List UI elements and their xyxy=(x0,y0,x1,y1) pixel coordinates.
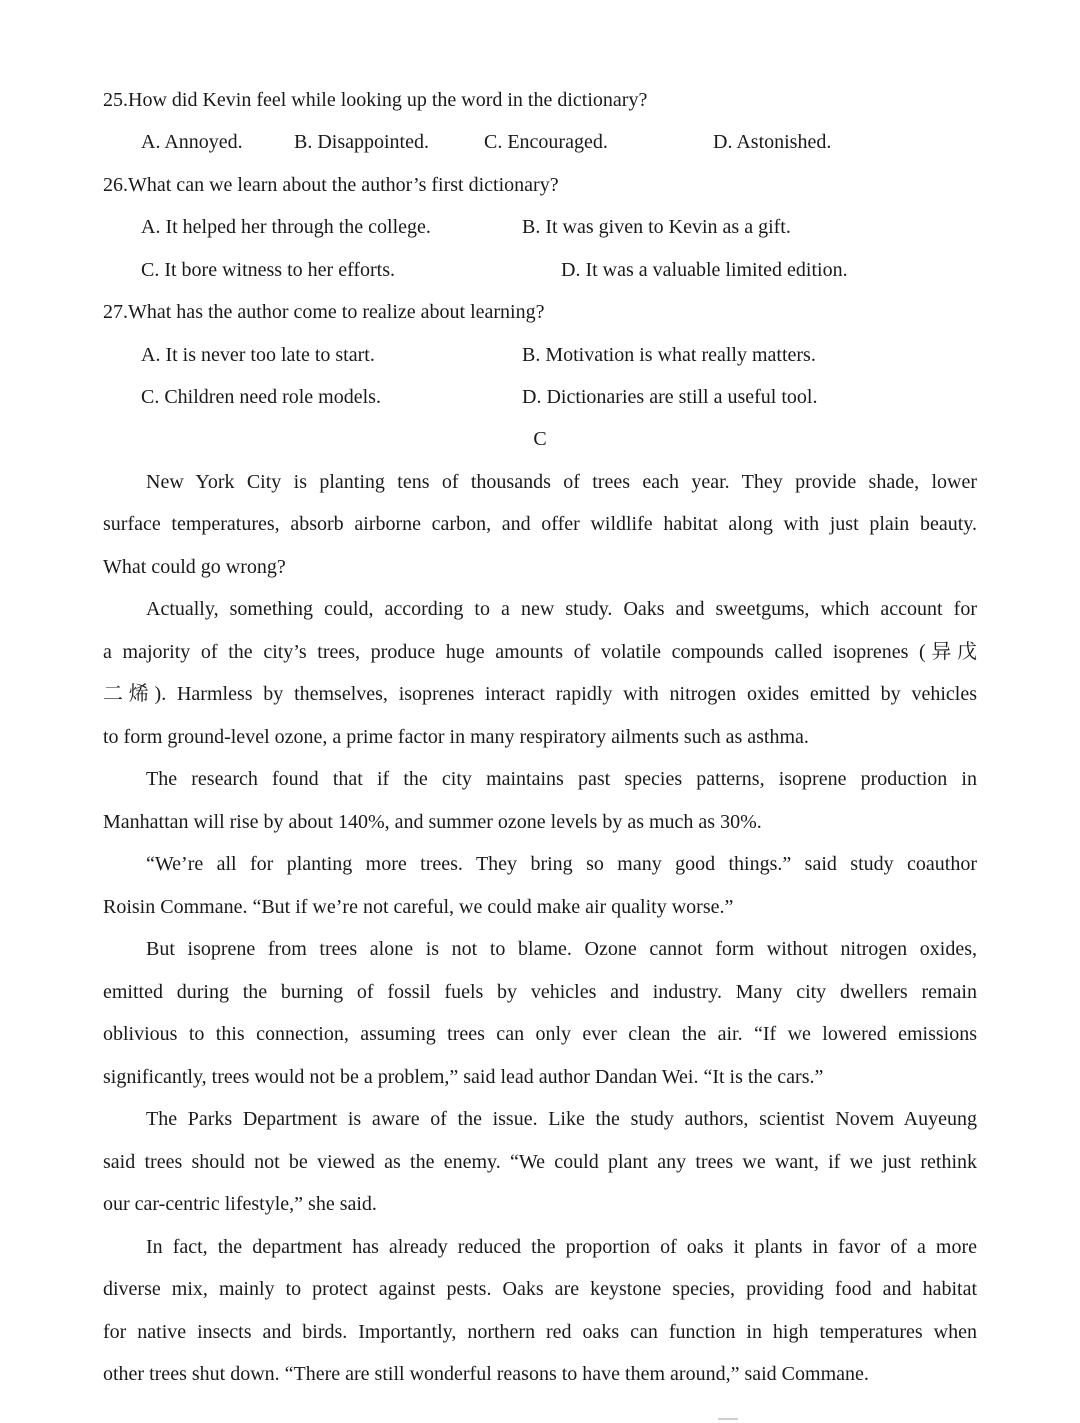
passage-line: to form ground-level ozone, a prime factor in many respiratory ailments such as asthma. xyxy=(103,726,809,748)
passage-line: significantly, trees would not be a problem,” said lead author Dandan Wei. “It is the cars.” xyxy=(103,1066,824,1088)
passage-line: What could go wrong? xyxy=(103,556,286,578)
page-edge-mark xyxy=(718,1418,738,1420)
q27-option-a: A. It is never too late to start. xyxy=(141,344,375,366)
passage-line: 二烯). Harmless by themselves, isoprenes interact rapidly with nitrogen oxides emitted by vehicles xyxy=(103,683,977,705)
question-26-stem: 26.What can we learn about the author’s first dictionary? xyxy=(103,174,559,196)
q25-option-a: A. Annoyed. xyxy=(141,131,243,153)
passage-line: said trees should not be viewed as the enemy. “We could plant any trees we want, if we just rethink xyxy=(103,1151,977,1173)
passage-line: other trees shut down. “There are still wonderful reasons to have them around,” said Commane. xyxy=(103,1363,869,1385)
passage-line: “We’re all for planting more trees. They bring so many good things.” said study coauthor xyxy=(146,853,977,875)
passage-line: for native insects and birds. Importantly, northern red oaks can function in high temperatures when xyxy=(103,1321,977,1343)
passage-line: But isoprene from trees alone is not to blame. Ozone cannot form without nitrogen oxides, xyxy=(146,938,977,960)
q27-option-b: B. Motivation is what really matters. xyxy=(522,344,816,366)
section-heading: C xyxy=(533,428,547,450)
passage-line: oblivious to this connection, assuming trees can only ever clean the air. “If we lowered emissions xyxy=(103,1023,977,1045)
passage-line: surface temperatures, absorb airborne carbon, and offer wildlife habitat along with just plain beauty. xyxy=(103,513,977,535)
passage-line: our car-centric lifestyle,” she said. xyxy=(103,1193,377,1215)
q25-option-d: D. Astonished. xyxy=(713,131,832,153)
q26-option-d: D. It was a valuable limited edition. xyxy=(561,259,848,281)
q26-option-c: C. It bore witness to her efforts. xyxy=(141,259,396,281)
q25-option-b: B. Disappointed. xyxy=(294,131,429,153)
passage-line: diverse mix, mainly to protect against pests. Oaks are keystone species, providing food and habitat xyxy=(103,1278,977,1300)
passage-line: Manhattan will rise by about 140%, and summer ozone levels by as much as 30%. xyxy=(103,811,762,833)
passage-line: Actually, something could, according to a new study. Oaks and sweetgums, which account for xyxy=(146,598,977,620)
q27-option-c: C. Children need role models. xyxy=(141,386,381,408)
q26-option-b: B. It was given to Kevin as a gift. xyxy=(522,216,791,238)
passage-line: The research found that if the city maintains past species patterns, isoprene production in xyxy=(146,768,977,790)
question-25-stem: 25.How did Kevin feel while looking up the word in the dictionary? xyxy=(103,89,648,111)
q27-option-d: D. Dictionaries are still a useful tool. xyxy=(522,386,818,408)
q26-option-a: A. It helped her through the college. xyxy=(141,216,431,238)
question-27-stem: 27.What has the author come to realize about learning? xyxy=(103,301,545,323)
passage-line: Roisin Commane. “But if we’re not careful, we could make air quality worse.” xyxy=(103,896,734,918)
passage-line: emitted during the burning of fossil fuels by vehicles and industry. Many city dwellers remain xyxy=(103,981,977,1003)
passage-line: New York City is planting tens of thousands of trees each year. They provide shade, lower xyxy=(146,471,977,493)
passage-line: In fact, the department has already reduced the proportion of oaks it plants in favor of a more xyxy=(146,1236,977,1258)
passage-line: The Parks Department is aware of the issue. Like the study authors, scientist Novem Auyeung xyxy=(146,1108,977,1130)
q25-option-c: C. Encouraged. xyxy=(484,131,608,153)
passage-line: a majority of the city’s trees, produce huge amounts of volatile compounds called isoprenes (异戊 xyxy=(103,641,977,663)
